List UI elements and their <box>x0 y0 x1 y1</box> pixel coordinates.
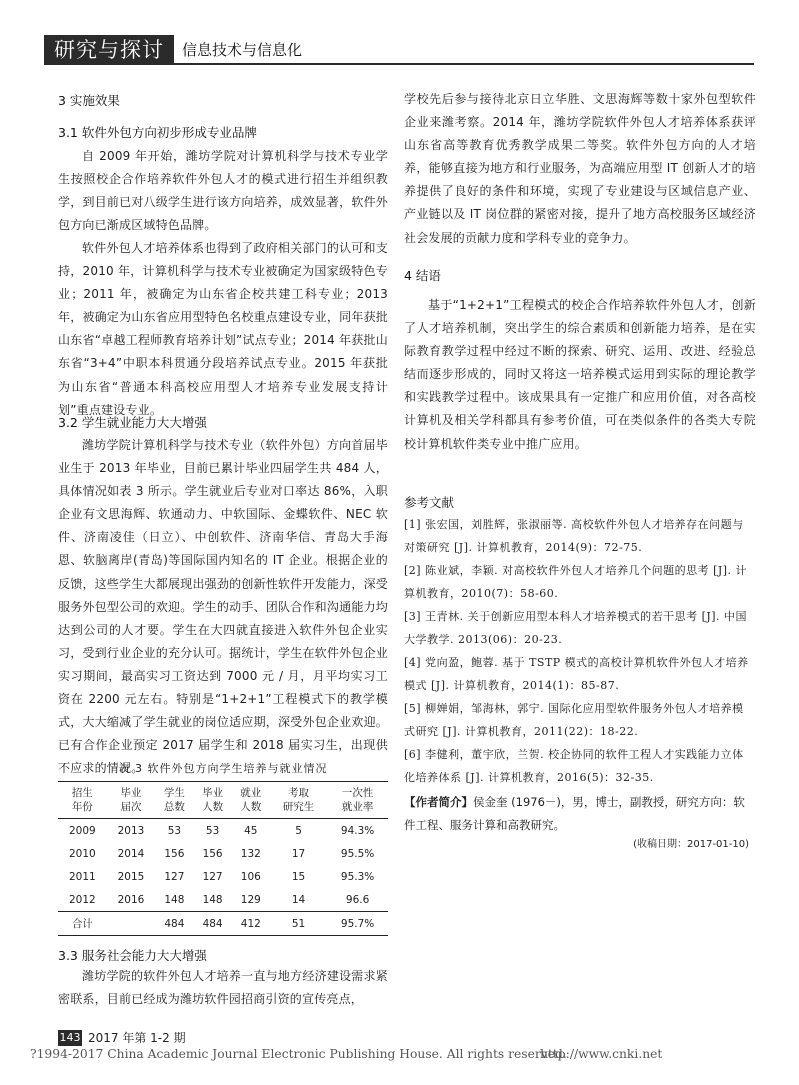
table-cell: 127 <box>164 870 185 883</box>
table-cell: 95.3% <box>340 870 375 883</box>
table-cell: 148 <box>202 893 223 906</box>
issue-label: 2017 年第 1-2 期 <box>88 1031 186 1045</box>
table-cell: 2012 <box>68 893 96 906</box>
table-cell: 132 <box>240 847 261 860</box>
table-total-row <box>58 912 388 936</box>
table-cell: 45 <box>244 824 258 837</box>
table-header-cell: 考取 研究生 <box>270 782 327 819</box>
table-cell: 2014 <box>117 847 145 860</box>
employment-table <box>58 781 388 936</box>
table-row <box>58 865 388 888</box>
table-cell: 484 <box>155 912 193 936</box>
table-cell: 156 <box>202 847 223 860</box>
table-header-row <box>58 782 388 819</box>
table-header-cell: 就业 人数 <box>232 782 270 819</box>
table-header-cell: 毕业 届次 <box>107 782 156 819</box>
paragraph: 自 2009 年开始，潍坊学院对计算机科学与技术专业学生按照校企合作培养软件外包人才的模式进行招生并组织教学，到目前已对八级学生进行该方向培养，成效显著，软件外包方向已渐成区域特色品牌。 <box>58 149 388 233</box>
reference-item: [1] 张宏国，刘胜辉，张淑丽等. 高校软件外包人才培养存在问题与对策研究 [J]. 计算机教育，2014(9)：72-75. <box>404 518 744 554</box>
table-cell: 95.5% <box>340 847 375 860</box>
table-cell: 2011 <box>68 870 96 883</box>
cnki-url: http://www.cnki.net <box>540 1047 663 1061</box>
table-cell: 5 <box>295 824 302 837</box>
section-heading-4: 4 结语 <box>404 268 441 283</box>
table-cell: 484 <box>193 912 231 936</box>
copyright-line <box>30 1046 790 1062</box>
table-header-cell: 一次性 就业率 <box>327 782 388 819</box>
table-cell: 51 <box>270 912 327 936</box>
table-cell: 95.7% <box>327 912 388 936</box>
paragraph: 潍坊学院计算机科学与技术专业（软件外包）方向首届毕业生于 2013 年毕业，目前已累计毕业四届学生共 484 人，具体情况如表 3 所示。学生就业后专业对口率达 86%，入职企业有文思海辉、软通动力、中软国际、金蝶软件、NEC 软件、济南凌佳（日立）、中创软件、济南华信、青岛大手海恩、软脑离岸(青岛)等国际国内知名的 IT 企业。根据企业的反馈，这些学生大都展现出强劲的创新性软件开发能力，深受服务外包型公司的欢迎。学生的动手、团队合作和沟通能力均达到公司的人才要。学生在大四就直接进入软件外包企业实习，受到行业企业的充分认可。据统计，学生在软件外包企业实习期间，最高实习工资达到 7000 元 / 月，月平均实习工资在 2200 元左右。特别是“1+2+1”工程模式下的教学模式，大大缩减了学生就业的岗位适应期，深受外包企业欢迎。已有合作企业预定 2017 届学生和 2018 届实习生，出现供不应求的情况。 <box>58 438 388 776</box>
references-heading: 参考文献 <box>404 495 455 510</box>
paragraph: 潍坊学院的软件外包人才培养一直与地方经济建设需求紧密联系，目前已经成为潍坊软件园招商引资的宣传亮点， <box>58 969 388 1007</box>
table-cell: 2016 <box>117 893 145 906</box>
author-bio-text: 侯金奎 (1976－)，男，博士，副教授，研究方向：软件工程、服务计算和高教研究。 <box>404 795 745 832</box>
table-cell: 148 <box>164 893 185 906</box>
table-header-cell: 学生 总数 <box>155 782 193 819</box>
paragraph: 软件外包人才培养体系也得到了政府相关部门的认可和支持，2010 年，计算机科学与技术专业被确定为国家级特色专业；2011 年，被确定为山东省企校共建工科专业；2013 年，被确定为山东省应用型特色名校重点建设专业，同年获批山东省“卓越工程师教育培养计划”试点专业；2014 年获批山东省“3+4”中职本科贯通分段培养试点专业。2015 年获批为山东省“普通本科高校应用型人才培养专业发展支持计划”重点建设专业。 <box>58 241 388 417</box>
table-cell: 15 <box>291 870 306 883</box>
journal-column-title: 信息技术与信息化 <box>182 41 303 59</box>
reference-item: [2] 陈业斌，李颖. 对高校软件外包人才培养几个问题的思考 [J]. 计算机教育，2010(7)：58-60. <box>404 564 748 600</box>
table-cell: 2013 <box>117 824 145 837</box>
table-cell: 53 <box>205 824 220 837</box>
table-cell: 合计 <box>58 912 107 936</box>
table-cell: 156 <box>164 847 185 860</box>
table-cell: 2010 <box>68 847 96 860</box>
table-cell: 14 <box>291 893 306 906</box>
paragraph: 基于“1+2+1”工程模式的校企合作培养软件外包人才，创新了人才培养机制，突出学生的综合素质和创新能力培养，是在实际教育教学过程中经过不断的探索、研究、运用、改进、经验总结而逐步形成的，同时又将这一培养模式运用到实际的理论教学和实践教学过程中。该成果具有一定推广和应用价值，对各高校计算机及相关学科都具有参考价值，可在类似条件的各类大专院校计算机软件类专业中推广应用。 <box>404 298 756 451</box>
table-cell: 127 <box>202 870 223 883</box>
copyright-text: ?1994-2017 China Academic Journal Electronic Publishing House. All rights reserved. <box>30 1047 567 1061</box>
author-bio-label: 【作者简介】 <box>404 795 473 809</box>
reference-item: [5] 柳婵娟，邹海林，郭宁. 国际化应用型软件服务外包人才培养模式研究 [J]. 计算机教育，2011(22)：18-22. <box>404 702 744 738</box>
table-row <box>58 842 388 865</box>
table-header-cell: 毕业 人数 <box>193 782 231 819</box>
table-cell: 2015 <box>117 870 145 883</box>
reference-item: [6] 李健利，董宇欣，兰贺. 校企协同的软件工程人才实践能力立体化培养体系 [J]. 计算机教育，2016(5)：32-35. <box>404 748 744 784</box>
header-rule <box>174 63 754 65</box>
page-number: 143 <box>59 1031 81 1044</box>
received-date: (收稿日期：2017-01-10) <box>633 839 749 850</box>
table-cell: 96.6 <box>345 893 370 906</box>
table-cell: 412 <box>232 912 270 936</box>
table-cell: 129 <box>240 893 261 906</box>
author-bio <box>404 791 754 837</box>
table-cell: 2009 <box>68 824 96 837</box>
table-caption: 表 3 软件外包方向学生培养与就业情况 <box>118 762 328 775</box>
reference-item: [4] 党向盈，鲍蓉. 基于 TSTP 模式的高校计算机软件外包人才培养模式 [J]. 计算机教育，2014(1)：85-87. <box>404 656 749 692</box>
table-row <box>58 819 388 843</box>
section-badge: 研究与探讨 <box>44 35 174 65</box>
table-cell <box>107 912 156 936</box>
table-cell: 106 <box>240 870 261 883</box>
reference-item: [3] 王青林. 关于创新应用型本科人才培养模式的若干思考 [J]. 中国大学教学. 2013(06)：20-23. <box>404 610 748 646</box>
section-heading-3-3: 3.3 服务社会能力大大增强 <box>58 948 207 963</box>
table-cell: 53 <box>167 824 182 837</box>
table-cell: 94.3% <box>340 824 375 837</box>
section-heading-3-1: 3.1 软件外包方向初步形成专业品牌 <box>58 125 257 140</box>
section-heading-3-2: 3.2 学生就业能力大大增强 <box>58 415 207 430</box>
section-heading-3: 3 实施效果 <box>58 93 120 108</box>
paragraph: 学校先后参与接待北京日立华胜、文思海辉等数十家外包型软件企业来潍考察。2014 年，潍坊学院软件外包人才培养体系获评山东省高等教育优秀教学成果二等奖。软件外包方向的人才培养，能够直接为地方和行业服务，为高端应用型 IT 创新人才的培养提供了良好的条件和环境，实现了专业建设与区域信息产业、产业链以及 IT 岗位群的紧密对接，提升了地方高校服务区域经济社会发展的贡献力度和学科专业的竞争力。 <box>404 92 756 245</box>
table-header-cell: 招生 年份 <box>58 782 107 819</box>
table-row <box>58 888 388 912</box>
table-cell: 17 <box>291 847 306 860</box>
